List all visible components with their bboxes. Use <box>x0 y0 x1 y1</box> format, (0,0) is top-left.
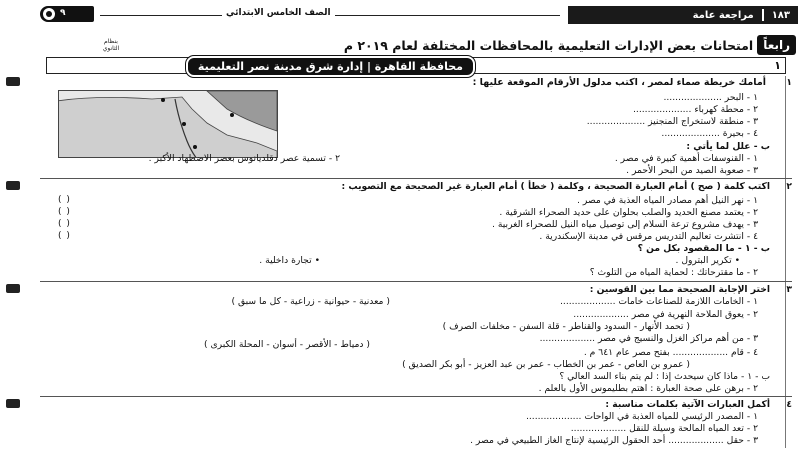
q1-item-4: ٤ - بحيرة .................... <box>661 128 758 139</box>
marks-tag <box>6 181 20 190</box>
marks-tag <box>6 77 20 86</box>
q2-item-3: ٣ - يهدف مشروع ترعة السلام إلى توصيل مياه النيل للصحراء الغربية . <box>491 219 758 230</box>
question-4-number: ٤ <box>786 399 792 410</box>
question-2-number: ٢ <box>786 181 792 192</box>
q3-choices-2: ( تحمد الأنهار - السدود والقناطر - قلة السفن - مخلفات الصرف ) <box>442 321 690 332</box>
q2-b2: ٢ - ما مقترحاتك : لحماية المياه من التلوث ؟ <box>589 267 758 278</box>
q1-item-1: ١ - البحر .................... <box>663 92 758 103</box>
q4-item-2: ٢ - تعد المياه المالحة وسيلة للنقل ................... <box>570 423 758 434</box>
logo-text: ٩ <box>60 8 66 18</box>
margin-rule <box>785 76 786 448</box>
answer-brackets: ( ) <box>58 231 71 241</box>
q1-part-b-prompt: ب - علل لما يأتي : <box>686 141 770 152</box>
exam-source-bar <box>46 57 786 74</box>
question-divider <box>40 281 792 282</box>
question-3-text: اختر الإجابة الصحيحة مما بين القوسين : <box>589 284 770 295</box>
q4-item-3: ٣ - حقل ................... أحد الحقول الرئيسية لإنتاج الغاز الطبيعي في مصر . <box>470 435 758 446</box>
q2-item-1: ١ - نهر النيل أهم مصادر المياه العذبة في مصر . <box>577 195 758 206</box>
answer-brackets: ( ) <box>58 207 71 217</box>
q2-item-2: ٢ - يعتمد مصنع الحديد والصلب بحلوان على حديد الصحراء الشرقية . <box>499 207 758 218</box>
map-drawing <box>58 91 277 158</box>
exam-number: ١ <box>774 59 781 72</box>
logo-globe-icon <box>43 8 55 20</box>
marks-tag <box>6 399 20 408</box>
question-2-text: اكتب كلمة ( صح ) أمام العبارة الصحيحة ، وكلمة ( خطأ ) أمام العبارة غير الصحيحة مع التصويب : <box>341 181 770 192</box>
q2-item-4: ٤ - انتشرت تعاليم التدريس مرقس في مدينة الإسكندرية . <box>539 231 758 242</box>
q3-choices-3: ( دمياط - الأقصر - أسوان - المحلة الكبرى ) <box>203 339 370 350</box>
q3-item-2: ٢ - يعوق الملاحة النهرية في مصر ................... <box>573 309 758 320</box>
question-1-prompt <box>45 77 780 88</box>
egypt-blank-map <box>58 90 278 158</box>
section-title: امتحانات بعض الإدارات التعليمية بالمحافظات المختلفة لعام ٢٠١٩ م <box>343 37 754 53</box>
grade-label: الصف الخامس الابتدائي <box>222 8 335 18</box>
q2-b-item-2: • تجارة داخلية . <box>259 255 320 266</box>
question-3-number: ٣ <box>786 284 792 295</box>
q3-item-3: ٣ - من أهم مراكز الغزل والنسيج في مصر ................... <box>539 333 758 344</box>
q3-b-item-1: ب - ١ - ماذا كان سيحدث إذا : لم يتم بناء السد العالي ؟ <box>559 371 770 382</box>
answer-brackets: ( ) <box>58 195 71 205</box>
section-label: مراجعة عامة <box>692 9 754 21</box>
q4-item-1: ١ - المصدر الرئيسي للمياه العذبة في الواحات ................... <box>525 411 758 422</box>
answer-brackets: ( ) <box>58 219 71 229</box>
q2-b-item-1: • تكرير البترول . <box>675 255 740 266</box>
section-badge: رابعاً <box>757 35 796 55</box>
exam-source-label: محافظة القاهرة | إدارة شرق مدينة نصر التعليمية <box>186 56 475 77</box>
question-1-text: أمامك خريطة صماء لمصر ، اكتب مدلول الأرقام الموقعة عليها : <box>472 77 766 88</box>
q1-b-item-2: ٢ - تسمية عصر دقلديانوس بعصر الاضطهاد الأكبر . <box>148 153 340 164</box>
q3-b-item-2: ٢ - برهن على صحة العبارة : اهتم بطليموس الأول بالعلم . <box>538 383 758 394</box>
tag-separator <box>762 9 764 21</box>
page-tag <box>568 6 798 24</box>
q3-item-1: ١ - الخامات اللازمة للصناعات خامات ................... <box>560 296 758 307</box>
question-1-number: ١ <box>786 77 792 88</box>
marks-tag <box>6 284 20 293</box>
publisher-logo <box>40 6 94 22</box>
page-number: ١٨٣ <box>771 9 790 21</box>
question-divider <box>40 178 792 179</box>
q1-item-3: ٣ - منطقة لاستخراج المنجنيز .................... <box>586 116 758 127</box>
q2-part-b-prompt: ب - ١ - ما المقصود بكل من ؟ <box>637 243 770 254</box>
q1-b-item-1: ١ - القنوسفات أهمية كبيرة في مصر . <box>614 153 758 164</box>
question-4-text: أكمل العبارات الآتية بكلمات مناسبة : <box>605 399 770 410</box>
q1-item-2: ٢ - محطة كهرباء .................... <box>632 104 758 115</box>
q3-item-4: ٤ - قام ................... بفتح مصر عام ٦٤١ م . <box>583 347 758 358</box>
q3-choices-4: ( عمرو بن العاص - عمر بن الخطاب - عمر بن عبد العزيز - أبو بكر الصديق ) <box>402 359 690 370</box>
question-divider <box>40 396 792 397</box>
page-header <box>40 6 798 24</box>
section-heading <box>96 33 796 57</box>
q1-b-item-3: ٣ - صعوبة الصيد من البحر الأحمر . <box>626 165 758 176</box>
q3-choices-1: ( معدنية - حيوانية - زراعية - كل ما سبق ) <box>231 296 390 307</box>
section-note: بنظام الثانوي <box>102 38 120 52</box>
